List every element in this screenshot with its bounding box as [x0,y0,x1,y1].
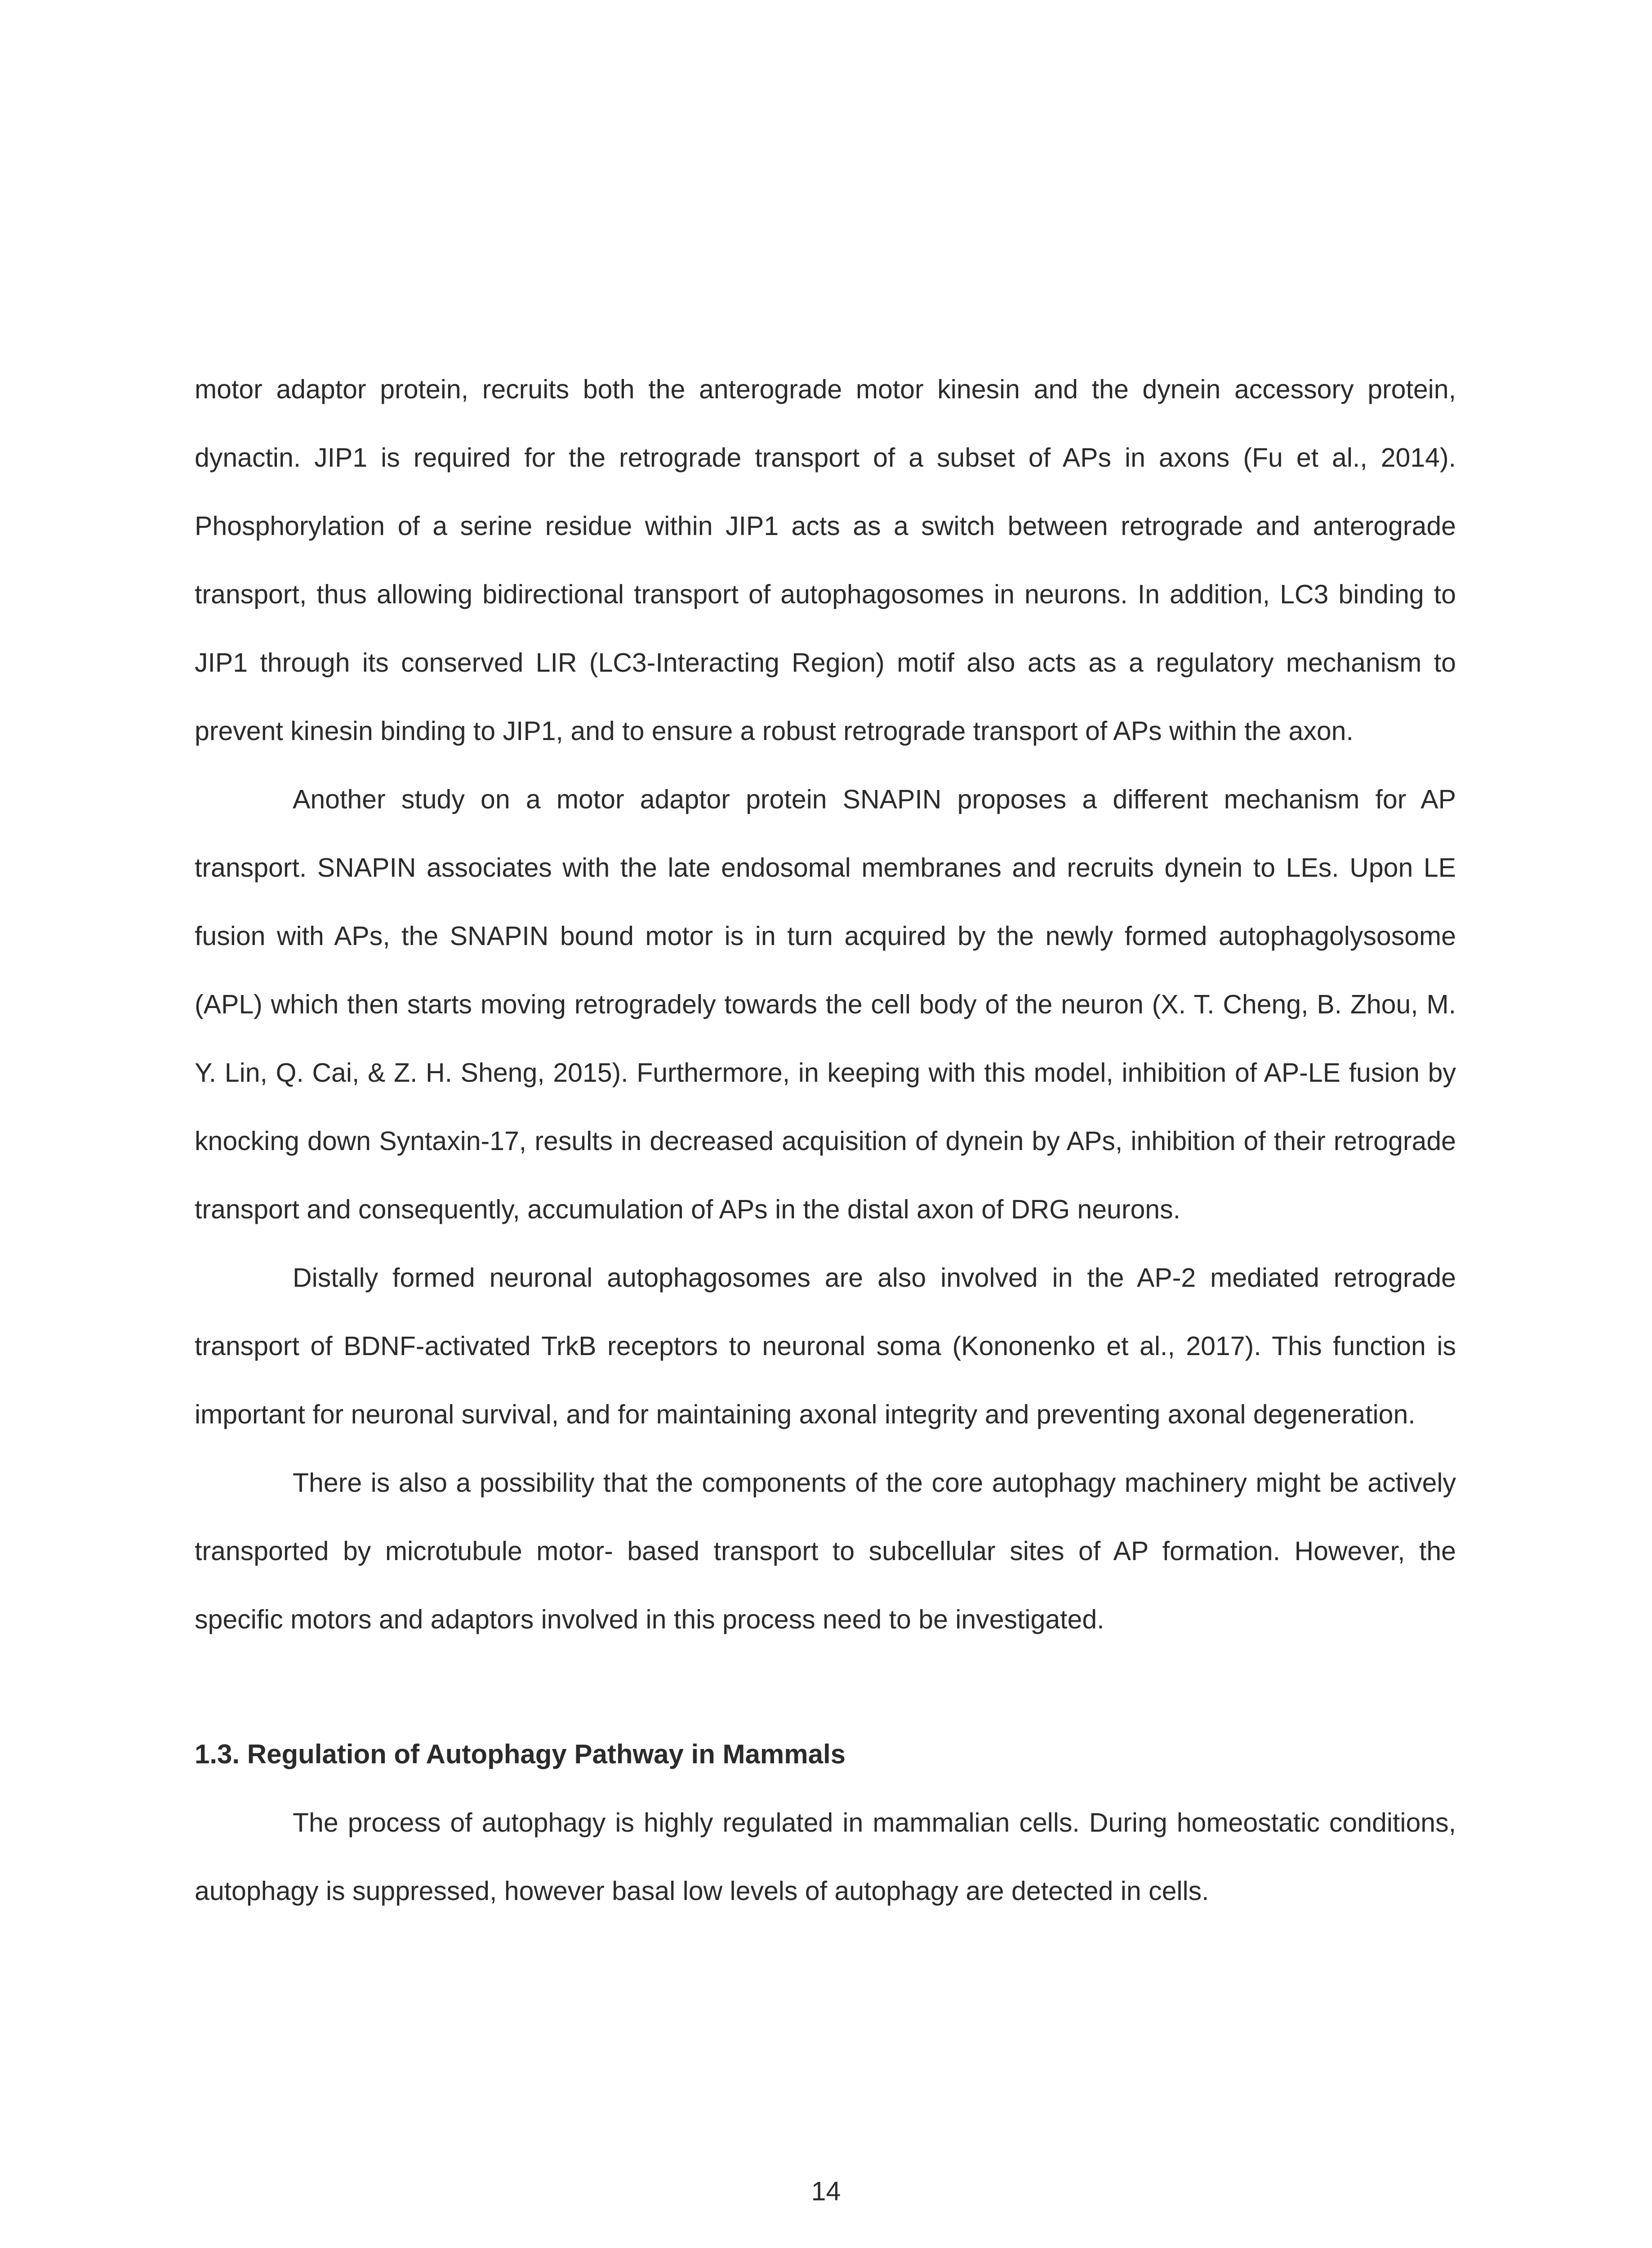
paragraph-1: motor adaptor protein, recruits both the anterograde motor kinesin and the dynein accessory protein, dynactin. JIP1 is required for the retrograde transport of a subset of APs in axons (Fu et al., 2014). Phosphorylation of a serine residue within JIP1 acts as a switch between retrograde and anterograde transport, thus allowing bidirectional transport of autophagosomes in neurons. In addition, LC3 binding to JIP1 through its conserved LIR (LC3-Interacting Region) motif also acts as a regulatory mechanism to prevent kinesin binding to JIP1, and to ensure a robust retrograde transport of APs within the axon. [195,375,1456,746]
paragraph-4: There is also a possibility that the components of the core autophagy machinery might be actively transported by microtubule motor- based transport to subcellular sites of AP formation. However, the specific motors and adaptors involved in this process need to be investigated. [195,1468,1456,1634]
body-text [195,355,1456,1925]
paragraph-2: Another study on a motor adaptor protein SNAPIN proposes a different mechanism for AP transport. SNAPIN associates with the late endosomal membranes and recruits dynein to LEs. Upon LE fusion with APs, the SNAPIN bound motor is in turn acquired by the newly formed autophagolysosome (APL) which then starts moving retrogradely towards the cell body of the neuron (X. T. Cheng, B. Zhou, M. Y. Lin, Q. Cai, & Z. H. Sheng, 2015). Furthermore, in keeping with this model, inhibition of AP-LE fusion by knocking down Syntaxin-17, results in decreased acquisition of dynein by APs, inhibition of their retrograde transport and consequently, accumulation of APs in the distal axon of DRG neurons. [195,785,1456,1224]
section-paragraph-1: The process of autophagy is highly regulated in mammalian cells. During homeostatic conditions, autophagy is suppressed, however basal low levels of autophagy are detected in cells. [195,1808,1456,1906]
page-number: 14 [811,2177,841,2206]
section-heading: 1.3. Regulation of Autophagy Pathway in Mammals [195,1739,846,1769]
paragraph-3: Distally formed neuronal autophagosomes are also involved in the AP-2 mediated retrograde transport of BDNF-activated TrkB receptors to neuronal soma (Kononenko et al., 2017). This function is important for neuronal survival, and for maintaining axonal integrity and preventing axonal degeneration. [195,1263,1456,1429]
